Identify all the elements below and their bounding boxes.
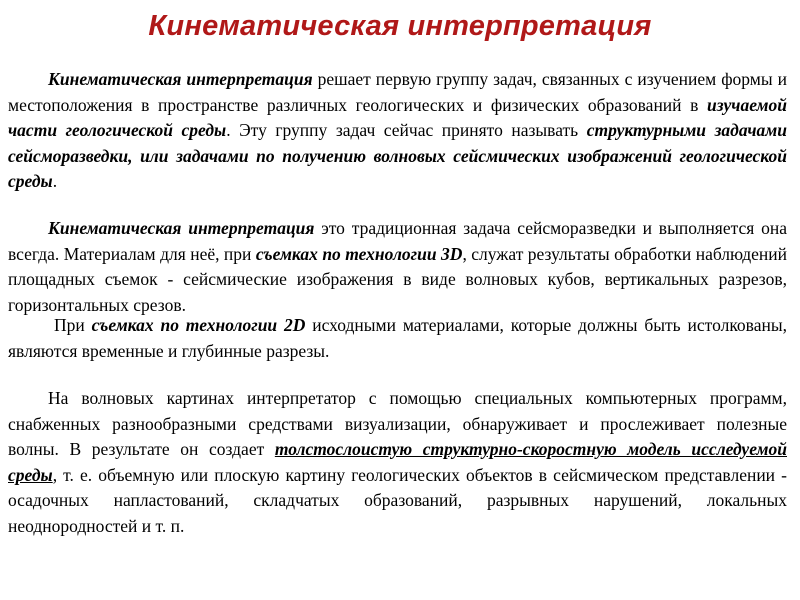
slide-title: Кинематическая интерпретация <box>148 10 652 42</box>
paragraph-2-emphasis-1: съемках по технологии 3D <box>255 243 463 264</box>
paragraph-1-term: Кинематическая интерпретация <box>48 69 313 89</box>
paragraph-2-text-2: , служат результаты обработки наблюдений площадных съемок - сейсмические изображения в виде волновых кубов, вертикальных разрезов, горизонтальных срезов. <box>8 243 787 315</box>
paragraph-2-text-1: это традиционная задача сейсморазведки и выполняется она всегда. Материалам для неё, при <box>8 218 787 264</box>
paragraph-1-text-3: . <box>52 171 58 191</box>
paragraph-4-text-2: , т. е. объемную или плоскую картину геологических объектов в сейсмическом представлении - осадочных напластований, складчатых образований, разрывных нарушений, локальных неоднородностей и т. п. <box>8 464 787 536</box>
paragraph-1-text-1: решает первую группу задач, связанных с изучением формы и местоположения в пространстве различных геологических и физических образований в <box>8 69 787 115</box>
paragraph-1-text-2: . Эту группу задач сейчас принято называть <box>226 120 587 140</box>
paragraph-2 <box>8 216 787 318</box>
paragraph-1 <box>8 67 787 195</box>
paragraph-4-emphasis-1: толстослоистую структурно-скоростную модель исследуемой среды <box>8 439 787 485</box>
paragraph-3 <box>8 313 787 364</box>
paragraph-1-emphasis-1: изучаемой части геологической среды <box>8 94 787 140</box>
paragraph-3-text-1: исходными материалами, которые должны быть истолкованы, являются временные и глубинные разрезы. <box>8 315 787 361</box>
paragraph-4 <box>8 386 787 539</box>
paragraph-2-term: Кинематическая интерпретация <box>48 218 315 238</box>
paragraph-1-emphasis-2: структурными задачами сейсморазведки, или задачами по получению волновых сейсмических изображений геологической среды <box>8 120 787 191</box>
paragraph-4-text-1: На волновых картинах интерпретатор с помощью специальных компьютерных программ, снабженных разнообразными средствами визуализации, обнаруживает и прослеживает полезные волны. В результате он создает <box>8 388 787 459</box>
paragraph-3-text-0: При <box>54 315 92 335</box>
paragraph-3-emphasis-1: съемках по технологии 2D <box>91 315 306 335</box>
